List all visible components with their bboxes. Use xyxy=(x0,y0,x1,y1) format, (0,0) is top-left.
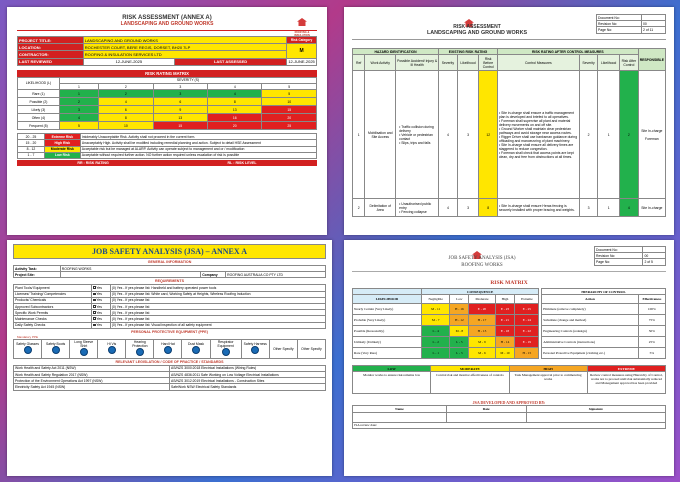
matrix-cell: 10 xyxy=(262,98,317,106)
legislation-item: AS/NZS 3000:2018 Electrical Installations (Wiring Rules) xyxy=(170,365,326,371)
col-head: Severity xyxy=(579,55,598,71)
ppe-note: Mandatory PPE xyxy=(17,334,39,339)
hier-action: Eliminate (remove completely) xyxy=(542,304,639,315)
jsa-risk-matrix-page xyxy=(344,240,674,476)
hierarchy-of-control xyxy=(541,288,666,359)
long-sleeve-shirt-icon xyxy=(80,348,88,356)
hier-col: Effectiveness xyxy=(638,295,665,304)
matrix-cell: 4 xyxy=(208,90,262,98)
site-value xyxy=(60,272,200,278)
col-head: Likelihood xyxy=(598,55,620,71)
level-desc: Task Management approval prior to commencing works xyxy=(509,372,587,394)
meta-value: 2 of 5 xyxy=(643,259,666,265)
control-item: Ground Worker shall maintain clear pedestrian pathways and avoid storage near access routes. xyxy=(498,126,572,135)
col-head: Possible Accident/ Injury & Ill Health xyxy=(396,55,439,71)
legend-range: 15 - 20 xyxy=(18,140,45,146)
level-high: HIGH xyxy=(509,366,587,372)
ppe-item: Other Specify xyxy=(297,339,325,358)
table-row xyxy=(353,71,666,199)
row-severity-after: 2 xyxy=(579,71,598,199)
page-subtitle: LANDSCAPING AND GROUND WORKS xyxy=(426,30,528,36)
hierarchy-title: HIERARCHY OF CONTROL xyxy=(542,289,666,295)
group-head: EXISTING RISK RATING xyxy=(439,49,498,55)
col-head: RESPONSIBLE xyxy=(638,49,665,71)
last-assessed-label: LAST ASSESSED xyxy=(174,58,286,65)
matrix-footer xyxy=(17,160,317,166)
matrix-cell: H - 12 xyxy=(450,315,469,326)
ppe-item: Safety Glasses xyxy=(14,339,42,358)
requirements-title: REQUIREMENTS xyxy=(155,279,184,284)
company-value: ROOFING AUSTRALIA CO PTY LTD xyxy=(226,272,326,278)
row-severity: 4 xyxy=(439,199,458,217)
req-value: (0) Yes - If yes please list: White card, Working Safely at Heights, Wireless Roofing Induction xyxy=(110,291,325,297)
matrix-cell: 6 xyxy=(153,98,207,106)
hier-action: Administrative Controls (instructions) xyxy=(542,337,639,348)
safety-boots-icon xyxy=(52,346,60,354)
legislation-item: Electricity Safety Act 1945 (NSW) xyxy=(14,384,170,390)
legend-desc: Unacceptably High. Activity shall be modified including remedial planning and action. Subject to detail HSE Assessment xyxy=(80,140,316,146)
matrix-cell: 8 xyxy=(99,114,153,122)
row-activity: Mobilisation and Site Access xyxy=(365,71,396,199)
row-controls: • Site in-charge shall ensure a traffic management plan is developed and briefed to all operatives. • Foreman shall supervise all plant and material delivery movements on and off site. • Ground Worker shall maintain clear pedestrian pathways and avoid storage near access routes. • Rigger Driver shall use banksman guidance during offloading and manoeuvring of plant machinery. • Site In-charge shall ensure all delivery times are staggered to reduce congestion. • Foreman shall check that access points are kept clean, dry and free from obstructions at all times. xyxy=(497,71,579,199)
matrix-cell: 4 xyxy=(59,114,98,122)
legislation-item: SafeWork NSW Electrical Safety Standards xyxy=(170,384,326,390)
matrix-cell: H - 15 xyxy=(515,348,539,359)
group-head: RISK RATING AFTER CONTROL MEASURES xyxy=(497,49,638,55)
matrix-cell: M - 6 xyxy=(469,348,495,359)
requirements-table xyxy=(13,284,326,328)
req-yn: Yes xyxy=(92,285,111,291)
severity-col: 4 xyxy=(208,83,262,89)
severity-col: 5 xyxy=(262,83,317,89)
ppe-item: Hi Vis xyxy=(98,339,126,358)
risk-rating-matrix xyxy=(17,77,317,130)
ppe-item: Long Sleeve Shirt xyxy=(70,339,98,358)
legend-level: Moderate Risk xyxy=(44,146,80,152)
legislation-item: AS/NZS 4836:2011 Safe Working on Low Voltage Electrical Installations xyxy=(170,372,326,378)
matrix-cell: E - 21 xyxy=(495,315,515,326)
matrix-cell: M - 8 xyxy=(450,326,469,337)
matrix-cell: M - 9 xyxy=(469,337,495,348)
matrix-cell: 20 xyxy=(208,122,262,130)
meta-key: Revision No: xyxy=(597,21,642,27)
row-likelihood: 3 xyxy=(457,71,479,199)
company-logo xyxy=(472,246,482,264)
control-item: Site In-charge shall ensure all delivery times are staggered to reduce congestion. xyxy=(498,142,574,151)
matrix-cell: 13 xyxy=(153,114,207,122)
level-desc: Review control measures using Hierarchy of Control, works not to proceed until risk substantially reduced and Management approval has been provided xyxy=(587,372,665,394)
hier-effect: 75% xyxy=(638,315,665,326)
req-yn: Yes xyxy=(92,316,111,322)
ppe-item: Other Specify xyxy=(269,339,297,358)
matrix-cell: E - 23 xyxy=(495,304,515,315)
risk-level-descriptions xyxy=(352,365,666,394)
meta-key: Revision No: xyxy=(595,253,643,259)
activity-value: ROOFING WORKS xyxy=(60,266,325,272)
matrix-cell: L - 5 xyxy=(450,337,469,348)
col-head: Severity xyxy=(439,55,458,71)
req-key: Approved Subcontractors xyxy=(14,303,92,309)
table-row xyxy=(353,199,666,217)
page-subtitle: LANDSCAPING AND GROUND WORKS xyxy=(120,21,214,27)
row-risk-after: 2 xyxy=(620,71,639,199)
page-subtitle: ROOFING WORKS xyxy=(461,263,503,268)
req-value: (0) Yes - If yes please list xyxy=(110,310,325,316)
matrix-cell: E - 24 xyxy=(515,315,539,326)
ppe-item: Hearing Protection xyxy=(126,339,154,358)
legend-desc: Acceptable without required further action. NO further action required unless escalation of risk is possible xyxy=(80,152,316,158)
matrix-cell: 2 xyxy=(99,90,153,98)
matrix-cell: E - 20 xyxy=(469,304,495,315)
req-key: Daily Safety Checks xyxy=(14,322,92,328)
hier-effect: 25% xyxy=(638,337,665,348)
review-date: JSA review date: xyxy=(353,422,666,428)
respirator-icon xyxy=(222,348,230,356)
likelihood-row: Rare (Very Rare) xyxy=(353,348,422,359)
safety-glasses-icon xyxy=(24,346,32,354)
matrix-cell: L - 2 xyxy=(422,337,450,348)
dev-col: Name xyxy=(353,406,447,412)
hazard-item: Vehicle or pedestrian contact xyxy=(399,132,433,141)
matrix-cell: H - 17 xyxy=(469,315,495,326)
matrix-cell: L - 3 xyxy=(450,348,469,359)
matrix-cell: M - 7 xyxy=(422,315,450,326)
req-value: (0) Yes - If yes please list xyxy=(110,297,325,303)
level-desc: Control risk and monitor effectiveness of controls xyxy=(431,372,509,394)
likelihood-label: LIKELIHOOD (L) xyxy=(18,77,60,89)
matrix-cell: M - 11 xyxy=(422,304,450,315)
req-value: (0) Yes - If yes please list: Handheld and battery operated power tools xyxy=(110,285,325,291)
matrix-title: RISK MATRIX xyxy=(490,280,528,286)
col-head: Ref xyxy=(353,55,365,71)
col-head: Risk After Control xyxy=(620,55,639,71)
col-head: Control Measures xyxy=(497,55,579,71)
project-title-value: LANDSCAPING AND GROUND WORKS xyxy=(83,37,286,44)
matrix-cell: 5 xyxy=(262,90,317,98)
legislation-table xyxy=(13,365,326,391)
risk-level-legend xyxy=(17,133,317,159)
control-item: Site in-charge shall ensure a traffic management plan is developed and briefed to all operatives. xyxy=(498,110,575,119)
house-icon xyxy=(297,18,307,26)
likelihood-row-label: Often (4) xyxy=(18,114,60,122)
severity-label: SEVERITY (S) xyxy=(59,77,316,83)
legend-desc: Acceptable risk but be managed at ALARP. Activity can operate subject to management and or / modification xyxy=(80,146,316,152)
legend-level: Extreme Risk xyxy=(44,134,80,140)
control-item: Foreman shall supervise all plant and material delivery movements on and off site. xyxy=(498,118,571,127)
footer-rr: RR : RISK RATING xyxy=(77,160,109,165)
hard-hat-icon xyxy=(164,346,172,354)
row-severity: 4 xyxy=(439,71,458,199)
hier-action: Personal Protective Equipment (clothing etc.) xyxy=(542,348,639,359)
req-key: Plant Tools/ Equipment xyxy=(14,285,92,291)
matrix-cell: 25 xyxy=(262,122,317,130)
legislation-item: Protection of the Environment Operations Act 1997 (NSW) xyxy=(14,378,170,384)
page-title: JOB SAFETY ANALYSIS (JSA) – ANNEX A xyxy=(13,244,326,259)
level-desc: Monitor works to ensure risk remains low xyxy=(353,372,431,394)
matrix-cell: 5 xyxy=(59,122,98,130)
matrix-cell: 9 xyxy=(153,106,207,114)
matrix-cell: M - 10 xyxy=(495,348,515,359)
row-hazards: • Unauthorised public entry • Fencing collapse xyxy=(396,199,439,217)
row-likelihood-after: 1 xyxy=(598,71,620,199)
matrix-cell: E - 18 xyxy=(495,326,515,337)
legend-desc: Intolerably Unacceptable Risk. Activity shall not proceed in the current form. xyxy=(80,134,316,140)
ppe-item: Safety Boots xyxy=(42,339,70,358)
jsa-annex-a-page xyxy=(7,240,332,476)
severity-col: 3 xyxy=(153,83,207,89)
ppe-table xyxy=(13,339,326,359)
matrix-cell: E - 19 xyxy=(515,337,539,348)
last-reviewed-label: LAST REVIEWED xyxy=(18,58,84,65)
contractor-label: CONTRACTOR: xyxy=(18,51,84,58)
company-logo: ROOFING & INSULATION xyxy=(287,13,317,37)
matrix-cell: H - 13 xyxy=(469,326,495,337)
legend-range: 8 - 12 xyxy=(18,146,45,152)
risk-category-label: Risk Category xyxy=(287,37,317,44)
matrix-cell: 3 xyxy=(59,106,98,114)
legend-range: 20 - 25 xyxy=(18,134,45,140)
company-label: Company xyxy=(201,272,226,278)
legislation-title: RELEVANT LEGISLATION / CODE OF PRACTICE / STANDARDS xyxy=(115,359,224,364)
row-ref: 1 xyxy=(353,71,365,199)
control-item: Rigger Driver shall use banksman guidance during offloading and manoeuvring of plant machinery. xyxy=(498,134,578,143)
likelihood-row-label: Frequent (5) xyxy=(18,122,60,130)
hazard-item: Slips, trips and falls xyxy=(401,140,431,145)
hazard-item: Fencing collapse xyxy=(401,209,427,214)
meta-key: Document No: xyxy=(597,15,642,21)
signature-cell[interactable] xyxy=(353,412,447,422)
legend-range: 1 - 7 xyxy=(18,152,45,158)
risk-assessment-annex-a-page xyxy=(7,7,327,235)
matrix-cell: 20 xyxy=(262,114,317,122)
risk-category-value: M xyxy=(287,44,317,58)
severity-col: 2 xyxy=(99,83,153,89)
cons-col: High xyxy=(495,295,515,304)
hazard-item: Traffic collision during delivery xyxy=(399,124,434,133)
matrix-cell: 8 xyxy=(208,98,262,106)
dev-col: Date xyxy=(446,406,526,412)
req-key: Maintenance Checks xyxy=(14,316,92,322)
risk-assessment-page-2 xyxy=(344,7,674,235)
legislation-item: AS/NZS 3012:2019 Electrical Installations - Construction Sites xyxy=(170,378,326,384)
last-reviewed-value: 12-JUNE-2025 xyxy=(83,58,174,65)
meta-key: Document No: xyxy=(595,247,643,253)
legend-level: High Risk xyxy=(44,140,80,146)
meta-value: 2 of 11 xyxy=(642,27,666,33)
row-risk-before: 12 xyxy=(479,71,498,199)
consequence-label: CONSEQUENCE xyxy=(422,289,539,295)
likelihood-row: Nearly Certain (Very Likely) xyxy=(353,304,422,315)
matrix-cell: H - 14 xyxy=(495,337,515,348)
meta-value: 00 xyxy=(643,253,666,259)
site-label: Project Site: xyxy=(14,272,61,278)
likelihood-row-label: Likely (3) xyxy=(18,106,60,114)
signature-cell[interactable] xyxy=(526,412,665,422)
row-ref: 2 xyxy=(353,199,365,217)
req-key: Licenses/ Training/ Competencies xyxy=(14,291,92,297)
req-value: (0) Yes - If yes please list xyxy=(110,303,325,309)
page-title: JOB SAFETY ANALYSIS (JSA) xyxy=(448,256,516,261)
legend-level: Low Risk xyxy=(44,152,80,158)
matrix-cell: 6 xyxy=(99,106,153,114)
cons-col: Moderate xyxy=(469,295,495,304)
req-yn: Yes xyxy=(92,297,111,303)
matrix-cell: H - 16 xyxy=(450,304,469,315)
hier-effect: 5% xyxy=(638,348,665,359)
matrix-cell: 15 xyxy=(153,122,207,130)
likelihood-row: Unlikely (Unlikely) xyxy=(353,337,422,348)
row-risk-after: 4 xyxy=(620,199,639,217)
matrix-cell: 4 xyxy=(99,98,153,106)
activity-label: Activity Task: xyxy=(14,266,61,272)
col-head: Risk Before Control xyxy=(479,55,498,71)
matrix-cell: 16 xyxy=(208,114,262,122)
general-info-title: GENERAL INFORMATION xyxy=(147,260,192,264)
page-title: RISK ASSESSMENT (ANNEX A) xyxy=(122,15,212,21)
cons-col: Low xyxy=(450,295,469,304)
cons-col: Extreme xyxy=(515,295,539,304)
project-title-label: PROJECT TITLE: xyxy=(18,37,84,44)
hier-effect: 100% xyxy=(638,304,665,315)
approval-table xyxy=(352,405,666,428)
control-item: Site In-charge shall ensure Heras fencing is securely installed with proper bracing and weights. xyxy=(498,203,575,212)
likelihood-row: Possible (Reasonably) xyxy=(353,326,422,337)
document-meta xyxy=(594,246,666,266)
meta-key: Page No: xyxy=(595,259,643,265)
row-severity-after: 3 xyxy=(579,199,598,217)
matrix-cell: 3 xyxy=(153,90,207,98)
footer-rl: RL : RISK LEVEL xyxy=(227,160,257,165)
row-responsible: Site In-charge Foreman xyxy=(638,71,665,199)
ppe-item: Safety Harness xyxy=(241,339,269,358)
ppe-item: Dust Mask xyxy=(182,339,210,358)
row-likelihood-after: 1 xyxy=(598,199,620,217)
row-responsible: Site In-charge xyxy=(638,199,665,217)
matrix-cell: L - 1 xyxy=(422,348,450,359)
meta-key: Page No: xyxy=(597,27,642,33)
matrix-cell: 10 xyxy=(99,122,153,130)
hi-vis-icon xyxy=(108,346,116,354)
page-title: RISK ASSESSMENT xyxy=(453,24,501,30)
likelihood-row-label: Possible (2) xyxy=(18,98,60,106)
col-head: Likelihood xyxy=(457,55,479,71)
general-info-table xyxy=(13,265,326,278)
row-controls: • Site In-charge shall ensure Heras fencing is securely installed with proper bracing and weights. xyxy=(497,199,579,217)
req-value: (0) Yes - If yes please list xyxy=(110,316,325,322)
contractor-value: ROOFING & INSULATION SERVICES LTD xyxy=(83,51,286,58)
hazard-table xyxy=(352,48,666,217)
hier-action: Substitute (change and method) xyxy=(542,315,639,326)
hier-effect: 50% xyxy=(638,326,665,337)
ppe-title: PERSONAL PROTECTIVE EQUIPMENT (PPE) xyxy=(131,329,208,334)
row-activity: Delimitation of Area xyxy=(365,199,396,217)
ppe-item: Hard Hat xyxy=(154,339,182,358)
col-head: Work Activity xyxy=(365,55,396,71)
control-item: Foreman shall check that access points are kept clean, dry and free from obstructions at all times. xyxy=(498,150,574,159)
dust-mask-icon xyxy=(192,346,200,354)
dev-col: Signature xyxy=(526,406,665,412)
matrix-cell: E - 25 xyxy=(515,304,539,315)
req-yn: Yes xyxy=(92,303,111,309)
matrix-cell: L - 4 xyxy=(422,326,450,337)
legislation-item: Work Health and Safety Act 2011 (NSW) xyxy=(14,365,170,371)
matrix-cell: E - 22 xyxy=(515,326,539,337)
level-moderate: MODERATE xyxy=(431,366,509,372)
group-head: HAZARD IDENTIFICATION xyxy=(353,49,439,55)
row-likelihood: 3 xyxy=(457,199,479,217)
hearing-protection-icon xyxy=(136,348,144,356)
hazard-item: Unauthorised public entry xyxy=(399,201,432,210)
safety-harness-icon xyxy=(251,346,259,354)
level-low: LOW xyxy=(353,366,431,372)
req-key: Products/ Chemicals xyxy=(14,297,92,303)
req-yn: Yes xyxy=(92,322,111,328)
req-value: (0) Yes - If yes please list: Visual inspection of all safety equipment xyxy=(110,322,325,328)
last-assessed-value: 12-JUNE-2025 xyxy=(288,59,315,65)
hier-col: Action xyxy=(542,295,639,304)
meta-value: 00 xyxy=(642,21,666,27)
risk-matrix xyxy=(352,288,539,359)
project-info-table xyxy=(17,36,317,66)
likelihood-row: Probable (Very Likely) xyxy=(353,315,422,326)
severity-col: 1 xyxy=(59,83,98,89)
matrix-cell: 13 xyxy=(208,106,262,114)
row-risk-before: 8 xyxy=(479,199,498,217)
req-yn: Yes xyxy=(92,310,111,316)
level-extreme: EXTREME xyxy=(587,366,665,372)
signature-cell[interactable] xyxy=(446,412,526,422)
location-value: ROCHESTER COURT, BERE REGIS, DORSET, BH20 7LP xyxy=(83,44,286,51)
matrix-title: RISK RATING MATRIX xyxy=(17,70,317,77)
matrix-cell: 2 xyxy=(59,98,98,106)
likelihood-row-label: Rare (1) xyxy=(18,90,60,98)
developed-by-title: JSA DEVELOPED AND APPROVED BY: xyxy=(472,400,546,406)
hier-action: Engineering Controls (redesign) xyxy=(542,326,639,337)
matrix-cell: 15 xyxy=(262,106,317,114)
location-label: LOCATION: xyxy=(18,44,84,51)
ppe-item: Respirator Equipment xyxy=(210,339,241,358)
document-meta xyxy=(596,14,666,34)
legislation-item: Work Health and Safety Regulation 2017 (NSW) xyxy=(14,372,170,378)
row-hazards: • Traffic collision during delivery • Vehicle or pedestrian contact • Slips, trips and falls xyxy=(396,71,439,199)
likelihood-label: LIKELIHOOD xyxy=(353,295,422,304)
matrix-cell: 1 xyxy=(59,90,98,98)
cons-col: Negligible xyxy=(422,295,450,304)
req-yn: Yes xyxy=(92,291,111,297)
req-key: Specific Work Permits xyxy=(14,310,92,316)
